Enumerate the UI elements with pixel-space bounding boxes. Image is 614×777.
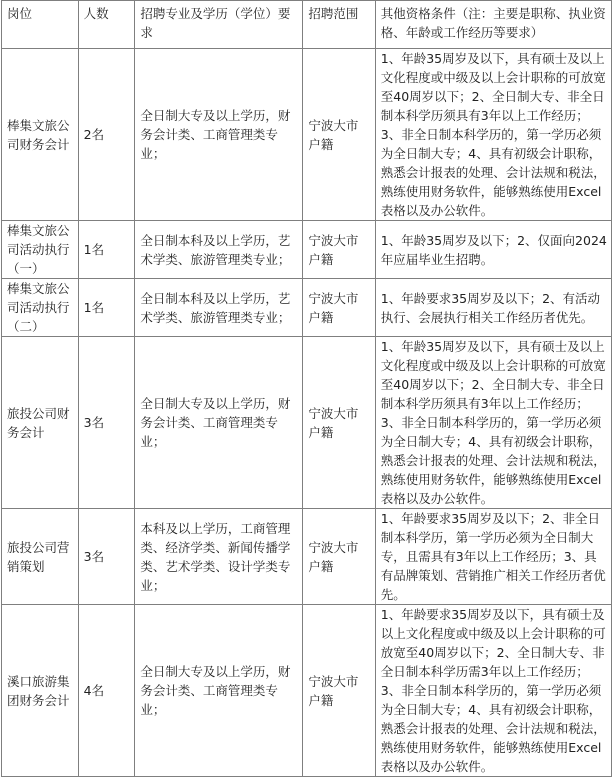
cell-major: 本科及以上学历，工商管理类、经济学类、新闻传播学类、艺术学类、设计学类专业；	[135, 509, 303, 605]
cell-major: 全日制大专及以上学历，财务会计类、工商管理类专业；	[135, 337, 303, 509]
cell-scope: 宁波大市户籍	[303, 221, 375, 279]
cell-major: 全日制大专及以上学历，财务会计类、工商管理类专业；	[135, 605, 303, 777]
cell-major: 全日制本科及以上学历，艺术学类、旅游管理类专业；	[135, 221, 303, 279]
cell-conditions: 1、年龄35周岁及以下，具有硕士及以上文化程度或中级及以上会计职称的可放宽至40周岁以下；2、全日制大专、非全日制本科学历须具有3年以上工作经历；3、非全日制本科学历的，第一学历必须为全日制大专；4、具有初级会计职称，熟悉会计报表的处理、会计法规和税法，熟练使用财务软件，能够熟练使用Excel表格以及办公软件。	[375, 49, 611, 221]
cell-position: 棒集文旅公司活动执行（二）	[2, 279, 79, 337]
cell-count: 2名	[78, 49, 135, 221]
table-row	[2, 49, 612, 221]
table-row	[2, 509, 612, 605]
cell-conditions: 1、年龄要求35周岁及以下，具有硕士及以上文化程度或中级及以上会计职称的可放宽至40周岁以下；2、全日制大专、非全日制本科学历需3年以上工作经历；3、非全日制本科学历的，第一学历必须为全日制大专；4、具有初级会计职称，熟悉会计报表的处理、会计法规和税法，熟练使用财务软件，能够熟练使用Excel表格以及办公软件。	[375, 605, 611, 777]
table-row	[2, 279, 612, 337]
cell-major: 全日制本科及以上学历，艺术学类、旅游管理类专业；	[135, 279, 303, 337]
table-row	[2, 337, 612, 509]
cell-scope: 宁波大市户籍	[303, 605, 375, 777]
header-count: 人数	[78, 1, 135, 49]
cell-count: 1名	[78, 221, 135, 279]
header-major: 招聘专业及学历（学位）要求	[135, 1, 303, 49]
cell-count: 4名	[78, 605, 135, 777]
cell-conditions: 1、年龄要求35周岁及以下；2、有活动执行、会展执行相关工作经历者优先。	[375, 279, 611, 337]
cell-position: 溪口旅游集团财务会计	[2, 605, 79, 777]
cell-position: 旅投公司营销策划	[2, 509, 79, 605]
cell-conditions: 1、年龄35周岁及以下；2、仅面向2024年应届毕业生招聘。	[375, 221, 611, 279]
cell-count: 3名	[78, 509, 135, 605]
table-row	[2, 605, 612, 777]
header-conditions: 其他资格条件（注：主要是职称、执业资格、年龄或工作经历等要求）	[375, 1, 611, 49]
cell-count: 3名	[78, 337, 135, 509]
header-position: 岗位	[2, 1, 79, 49]
cell-conditions: 1、年龄35周岁及以下，具有硕士及以上文化程度或中级及以上会计职称的可放宽至40周岁以下；2、全日制大专、非全日制本科学历须具有3年以上工作经历；3、非全日制本科学历的，第一学历必须为全日制大专；4、具有初级会计职称，熟悉会计报表的处理、会计法规和税法，熟练使用财务软件，能够熟练使用Excel表格以及办公软件。	[375, 337, 611, 509]
recruitment-table	[1, 0, 612, 777]
cell-scope: 宁波大市户籍	[303, 509, 375, 605]
cell-scope: 宁波大市户籍	[303, 337, 375, 509]
cell-conditions: 1、年龄要求35周岁及以下；2、非全日制本科学历，第一学历必须为全日制大专，且需具有3年以上工作经历；3、具有品牌策划、营销推广相关工作经历者优先。	[375, 509, 611, 605]
cell-count: 1名	[78, 279, 135, 337]
cell-scope: 宁波大市户籍	[303, 49, 375, 221]
cell-position: 旅投公司财务会计	[2, 337, 79, 509]
table-header-row	[2, 1, 612, 49]
cell-major: 全日制大专及以上学历，财务会计类、工商管理类专业；	[135, 49, 303, 221]
cell-position: 棒集文旅公司活动执行（一）	[2, 221, 79, 279]
header-scope: 招聘范围	[303, 1, 375, 49]
table-row	[2, 221, 612, 279]
cell-position: 棒集文旅公司财务会计	[2, 49, 79, 221]
cell-scope: 宁波大市户籍	[303, 279, 375, 337]
